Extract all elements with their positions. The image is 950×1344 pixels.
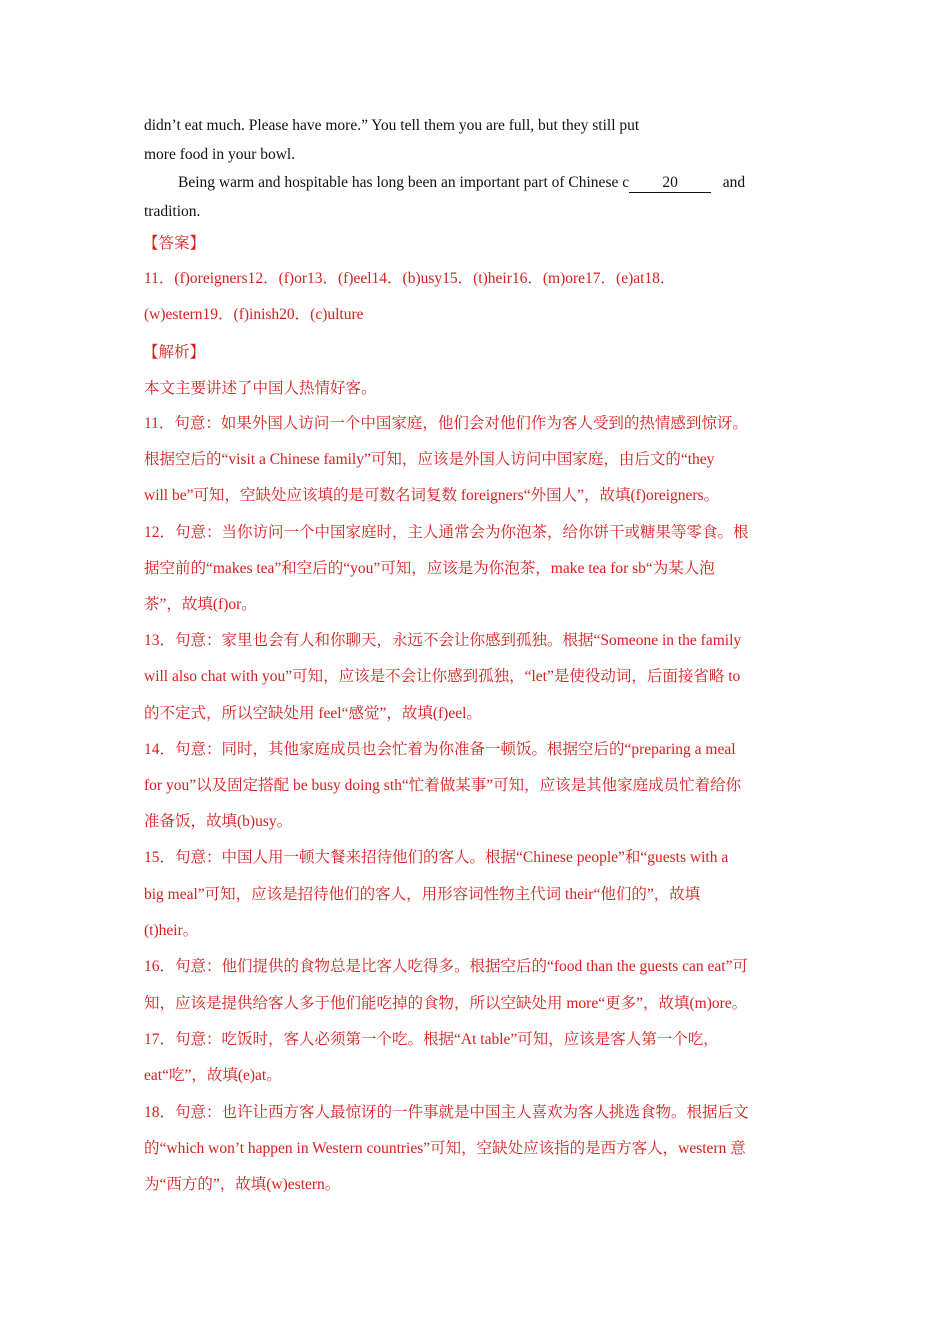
passage-line-4: tradition. [144, 203, 201, 220]
analysis-line: 知，应该是提供给客人多于他们能吃掉的食物，所以空缺处用 more“更多”，故填(m)ore。 [144, 995, 748, 1012]
answer-line-1: 11．(f)oreigners12．(f)or13．(f)eel14．(b)usy15．(t)heir16．(m)ore17．(e)at18． [144, 270, 676, 287]
analysis-line: 根据空后的“visit a Chinese family”可知，应该是外国人访问中国家庭，由后文的“they [144, 451, 715, 468]
analysis-line: will also chat with you”可知，应该是不会让你感到孤独，“let”是使役动词，后面接省略 to [144, 668, 741, 685]
analysis-line: for you”以及固定搭配 be busy doing sth“忙着做某事”可知，应该是其他家庭成员忙着给你 [144, 777, 742, 794]
analysis-line: 茶”，故填(f)or。 [144, 596, 257, 613]
analysis-line: 据空前的“makes tea”和空后的“you”可知，应该是为你泡茶，make tea for sb“为某人泡 [144, 560, 715, 577]
analysis-line: 准备饭，故填(b)usy。 [144, 813, 293, 830]
blank-20: 20 [629, 174, 711, 193]
analysis-heading: 【解析】 [143, 344, 206, 361]
answer-line-2: (w)estern19．(f)inish20．(c)ulture [144, 306, 364, 323]
passage-line-3 [178, 173, 745, 193]
answer-heading: 【答案】 [143, 235, 206, 252]
analysis-line: 12．句意：当你访问一个中国家庭时，主人通常会为你泡茶，给你饼干或糖果等零食。根 [144, 524, 749, 541]
analysis-line: big meal”可知，应该是招待他们的客人，用形容词性物主代词 their“他们的”，故填 [144, 886, 701, 903]
analysis-line: 本文主要讲述了中国人热情好客。 [144, 380, 377, 397]
analysis-line: will be”可知，空缺处应该填的是可数名词复数 foreigners“外国人”，故填(f)oreigners。 [144, 487, 720, 504]
passage-line-3-text: Being warm and hospitable has long been an important part of Chinese c [178, 174, 630, 191]
analysis-line: 16．句意：他们提供的食物总是比客人吃得多。根据空后的“food than the guests can eat”可 [144, 958, 748, 975]
analysis-line: 18．句意：也许让西方客人最惊讶的一件事就是中国主人喜欢为客人挑选食物。根据后文 [144, 1104, 749, 1121]
analysis-line: 的不定式，所以空缺处用 feel“感觉”，故填(f)eel。 [144, 705, 482, 722]
analysis-line: 的“which won’t happen in Western countries”可知，空缺处应该指的是西方客人，western 意 [144, 1140, 746, 1157]
passage-line-1: didn’t eat much. Please have more.” You tell them you are full, but they still put [144, 117, 640, 134]
analysis-line: 11．句意：如果外国人访问一个中国家庭，他们会对他们作为客人受到的热情感到惊讶。 [144, 415, 748, 432]
analysis-line: 为“西方的”，故填(w)estern。 [144, 1176, 341, 1193]
analysis-line: 13．句意：家里也会有人和你聊天，永远不会让你感到孤独。根据“Someone in the family [144, 632, 742, 649]
analysis-line: 17．句意：吃饭时，客人必须第一个吃。根据“At table”可知，应该是客人第一个吃， [144, 1031, 719, 1048]
passage-line-2: more food in your bowl. [144, 146, 296, 163]
analysis-line: 14．句意：同时，其他家庭成员也会忙着为你准备一顿饭。根据空后的“preparing a meal [144, 741, 736, 758]
analysis-line: 15．句意：中国人用一顿大餐来招待他们的客人。根据“Chinese people”和“guests with a [144, 849, 729, 866]
passage-line-3-tail: and [722, 174, 746, 191]
analysis-line: (t)heir。 [144, 922, 199, 939]
analysis-line: eat“吃”，故填(e)at。 [144, 1067, 282, 1084]
